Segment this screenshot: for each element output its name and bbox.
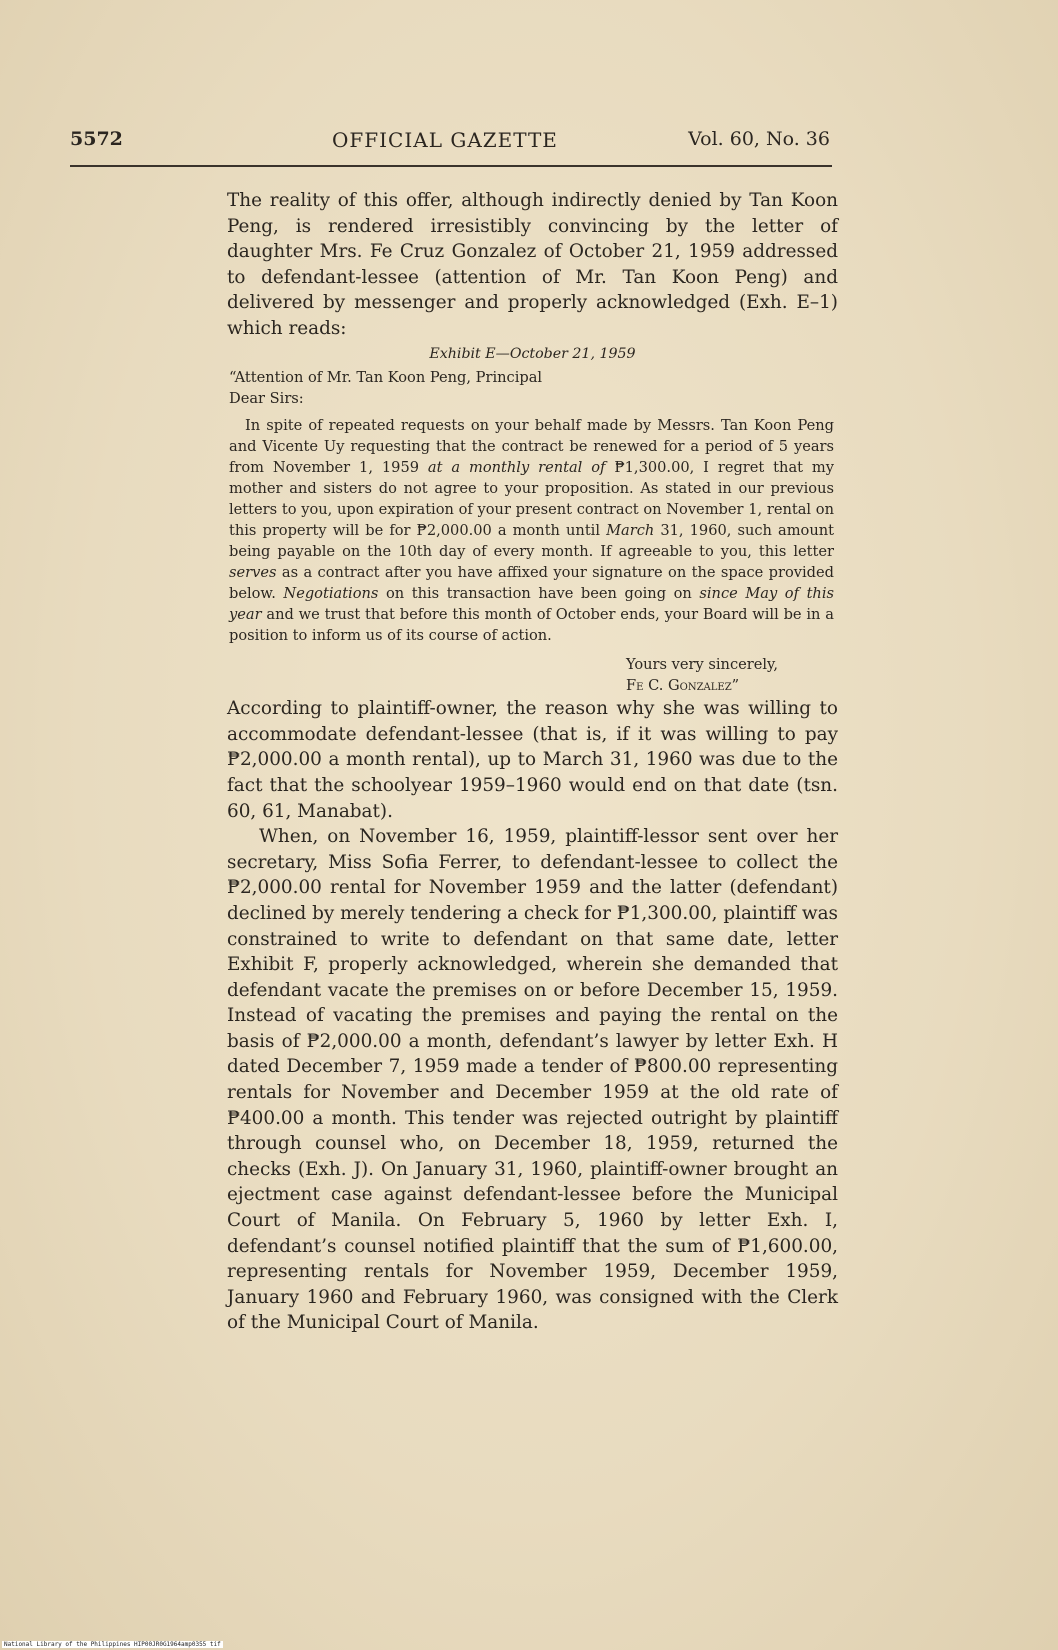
letter-body-part: ₱1,300.00, I regret that my mother and sisters do not agree to your proposition. As stated in our previous letters to you, upon expiration of your present contract on November 1, rental on this property will be for ₱2,000.00 a month until [229, 459, 834, 540]
letter-body [229, 415, 834, 646]
letter-body-emphasis: serves [229, 564, 277, 582]
paragraph-reason: According to plaintiff-owner, the reason why she was willing to accommodate defendant-lessee (that is, if it was willing to pay ₱2,000.00 a month rental), up to March 31, 1960 was due to the fact that the schoolyear 1959–1960 would end on that date (tsn. 60, 61, Manabat). [227, 698, 838, 822]
letter-body-emphasis: at a monthly rental of [427, 459, 606, 477]
letter-signature: Fe C. Gonzalez” [626, 677, 740, 695]
scan-footer: National Library of the Philippines HIP00JR0G1964amp0355 tif [4, 1641, 221, 1648]
letter-salutation: Dear Sirs: [229, 390, 304, 408]
letter-attention: “Attention of Mr. Tan Koon Peng, Principal [229, 369, 543, 387]
letter-closing: Yours very sincerely, [626, 656, 778, 674]
letter-body-part: and we trust that before this month of October ends, your Board will be in a position to inform us of its course of action. [229, 606, 834, 645]
body-text [227, 188, 838, 1336]
quoted-letter [229, 367, 834, 696]
paragraph-events: When, on November 16, 1959, plaintiff-lessor sent over her secretary, Miss Sofia Ferrer, to defendant-lessee to collect the ₱2,000.00 rental for November 1959 and the latter (defendant) declined by merely tendering a check for ₱1,300.00, plaintiff was constrained to write to defendant on that same date, letter Exhibit F, properly acknowledged, wherein she demanded that defendant vacate the premises on or before December 15, 1959. Instead of vacating the premises and paying the rental on the basis of ₱2,000.00 a month, defendant’s lawyer by letter Exh. H dated December 7, 1959 made a tender of ₱800.00 representing rentals for November and December 1959 at the old rate of ₱400.00 a month. This tender was rejected outright by plaintiff through counsel who, on December 18, 1959, returned the checks (Exh. J). On January 31, 1960, plaintiff-owner brought an ejectment case against defendant-lessee before the Municipal Court of Manila. On February 5, 1960 by letter Exh. I, defendant’s counsel notified plaintiff that the sum of ₱1,600.00, representing rentals for November 1959, December 1959, January 1960 and February 1960, was consigned with the Clerk of the Municipal Court of Manila. [227, 826, 838, 1334]
letter-body-emphasis: since May of this year [229, 585, 834, 624]
volume-number: Vol. 60, No. 36 [688, 128, 830, 150]
publication-title: OFFICIAL GAZETTE [332, 128, 558, 152]
header-rule [70, 165, 832, 167]
letter-body-part: In spite of repeated requests on your behalf made by Messrs. Tan Koon Peng and Vicente Uy requesting that the contract be renewed for a period of 5 years from November 1, 1959 [229, 417, 834, 477]
page-number: 5572 [70, 128, 123, 150]
letter-body-emphasis: March [606, 522, 655, 540]
exhibit-caption: Exhibit E—October 21, 1959 [429, 345, 636, 362]
letter-body-emphasis: Negotiations [283, 585, 379, 603]
letter-body-part: as a contract after you have affixed your signature on the space provided below. [229, 564, 834, 603]
intro-paragraph: The reality of this offer, although indirectly denied by Tan Koon Peng, is rendered irresistibly convincing by the letter of daughter Mrs. Fe Cruz Gonzalez of October 21, 1959 addressed to defendant-lessee (attention of Mr. Tan Koon Peng) and delivered by messenger and properly acknowledged (Exh. E–1) which reads: [227, 190, 838, 339]
page-header [70, 128, 830, 158]
letter-body-part: on this transaction have been going on [378, 585, 700, 603]
letter-body-part: 31, 1960, such amount being payable on the 10th day of every month. If agreeable to you, this letter [229, 522, 834, 561]
